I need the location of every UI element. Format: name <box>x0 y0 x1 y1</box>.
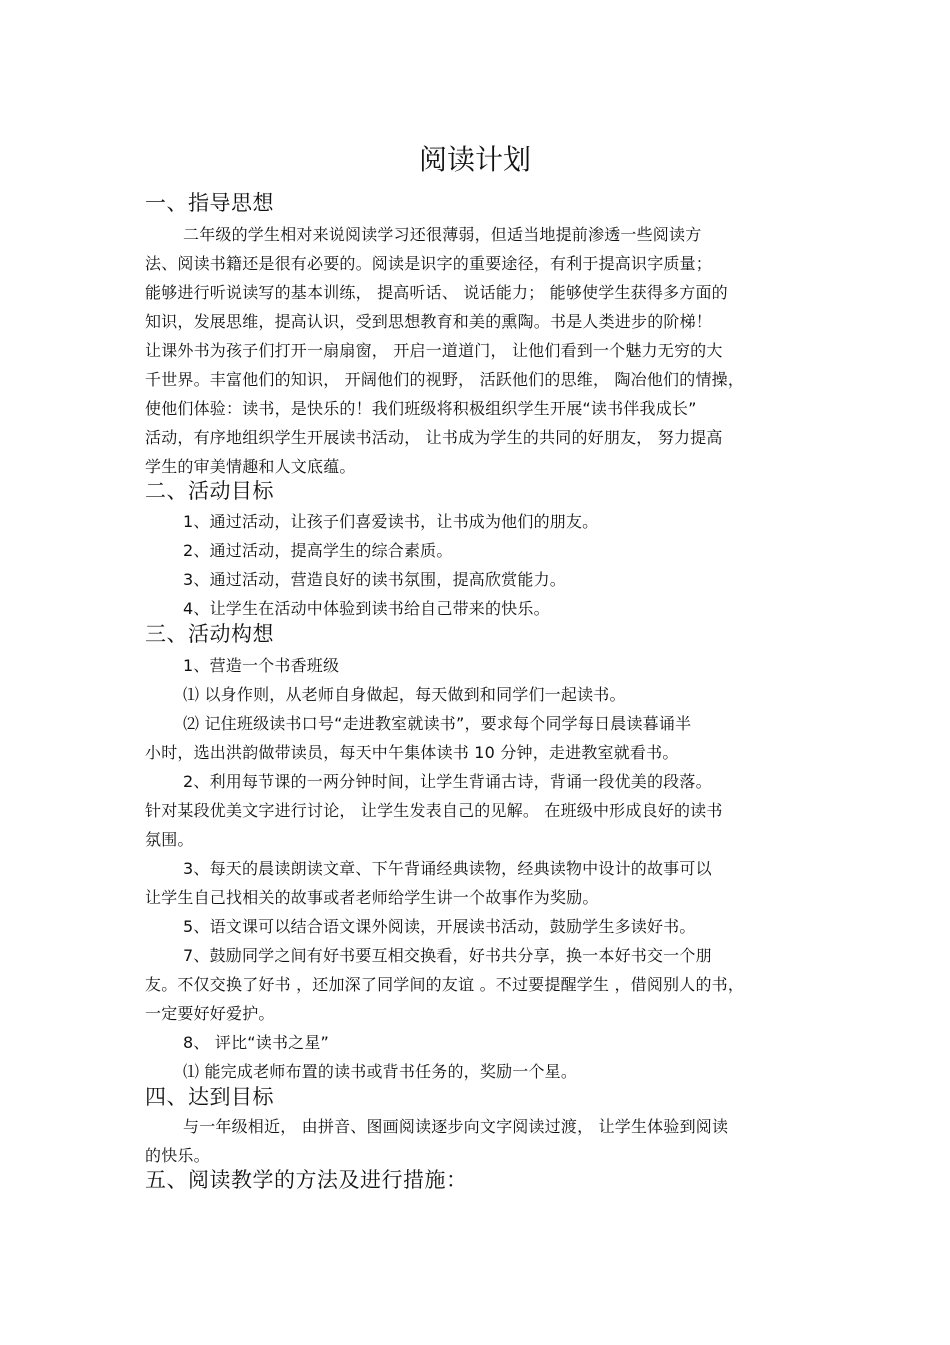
paragraph-line: 1、通过活动，让孩子们喜爱读书，让书成为他们的朋友。 <box>183 512 599 531</box>
paragraph-line: 与一年级相近， 由拼音、图画阅读逐步向文字阅读过渡， 让学生体验到阅读 <box>183 1117 729 1136</box>
section-heading: 五、阅读教学的方法及进行措施： <box>145 1168 468 1192</box>
paragraph-line: 1、营造一个书香班级 <box>183 656 340 675</box>
paragraph-line: 友。不仅交换了好书 ，还加深了同学间的友谊 。不过要提醒学生 ，借阅别人的书， <box>145 975 745 994</box>
paragraph-line: 使他们体验：读书，是快乐的！我们班级将积极组织学生开展“读书伴我成长” <box>145 399 697 418</box>
paragraph-line: 千世界。丰富他们的知识， 开阔他们的视野， 活跃他们的思维， 陶冶他们的情操， <box>145 370 745 389</box>
paragraph-line: 让学生自己找相关的故事或者老师给学生讲一个故事作为奖励。 <box>145 888 599 907</box>
paragraph-line: 二年级的学生相对来说阅读学习还很薄弱，但适当地提前渗透一些阅读方 <box>183 225 702 244</box>
section-heading: 四、达到目标 <box>145 1085 274 1109</box>
section-heading: 二、活动目标 <box>145 479 274 503</box>
section-heading: 一、指导思想 <box>145 191 274 215</box>
paragraph-line: 氛围。 <box>145 830 194 849</box>
paragraph-line: 3、每天的晨读朗读文章、下午背诵经典读物，经典读物中设计的故事可以 <box>183 859 712 878</box>
paragraph-line: 让课外书为孩子们打开一扇扇窗， 开启一道道门， 让他们看到一个魅力无穷的大 <box>145 341 723 360</box>
paragraph-line: 小时，选出洪韵做带读员，每天中午集体读书 10 分钟，走进教室就看书。 <box>145 743 679 762</box>
section-heading: 三、活动构想 <box>145 622 274 646</box>
paragraph-line: 4、让学生在活动中体验到读书给自己带来的快乐。 <box>183 599 550 618</box>
paragraph-line: 7、鼓励同学之间有好书要互相交换看，好书共分享，换一本好书交一个朋 <box>183 946 712 965</box>
paragraph-line: 2、利用每节课的一两分钟时间，让学生背诵古诗，背诵一段优美的段落。 <box>183 772 712 791</box>
page-title: 阅读计划 <box>418 143 531 176</box>
paragraph-line: 的快乐。 <box>145 1146 210 1165</box>
paragraph-line: ⑵ 记住班级读书口号“走进教室就读书”，要求每个同学每日晨读暮诵半 <box>183 714 692 733</box>
paragraph-line: 针对某段优美文字进行讨论， 让学生发表自己的见解。 在班级中形成良好的读书 <box>145 801 723 820</box>
paragraph-line: 能够进行听说读写的基本训练， 提高听话、 说话能力； 能够使学生获得多方面的 <box>145 283 728 302</box>
paragraph-line: 一定要好好爱护。 <box>145 1004 275 1023</box>
paragraph-line: 8、 评比“读书之星” <box>183 1033 330 1052</box>
paragraph-line: 法、阅读书籍还是很有必要的。阅读是识字的重要途径，有利于提高识字质量； <box>145 254 713 273</box>
paragraph-line: ⑴ 能完成老师布置的读书或背书任务的，奖励一个星。 <box>183 1062 578 1081</box>
paragraph-line: 5、语文课可以结合语文课外阅读，开展读书活动，鼓励学生多读好书。 <box>183 917 696 936</box>
paragraph-line: 3、通过活动，营造良好的读书氛围，提高欣赏能力。 <box>183 570 566 589</box>
paragraph-line: 学生的审美情趣和人文底蕴。 <box>145 457 356 476</box>
paragraph-line: 知识，发展思维，提高认识，受到思想教育和美的熏陶。书是人类进步的阶梯！ <box>145 312 713 331</box>
paragraph-line: 2、通过活动，提高学生的综合素质。 <box>183 541 453 560</box>
paragraph-line: ⑴ 以身作则，从老师自身做起，每天做到和同学们一起读书。 <box>183 685 626 704</box>
paragraph-line: 活动，有序地组织学生开展读书活动， 让书成为学生的共同的好朋友， 努力提高 <box>145 428 723 447</box>
